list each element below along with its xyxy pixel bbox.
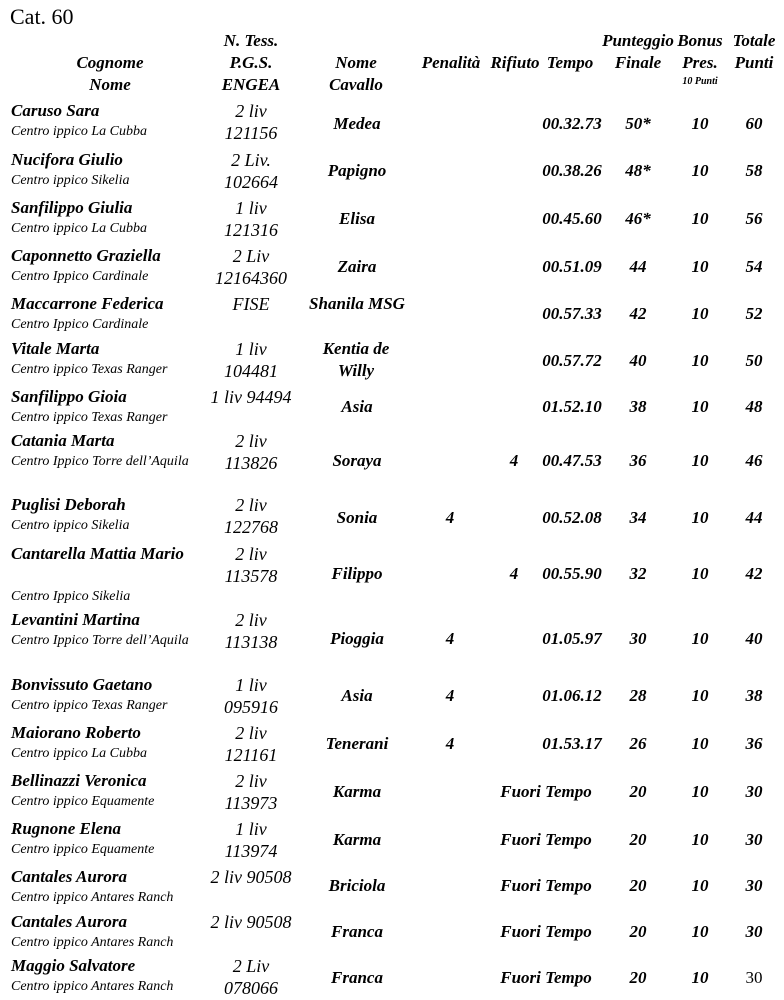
rider-name: Nucifora Giulio [11, 150, 123, 169]
header-tempo: Tempo [546, 53, 594, 72]
time-value: 00.55.90 [542, 564, 602, 583]
header-cognome: Cognome [76, 53, 144, 72]
horse-name: Asia [341, 397, 373, 416]
rider-name: Vitale Marta [11, 339, 100, 358]
total-points: 58 [745, 161, 763, 180]
riding-center: Centro ippico Sikelia [11, 173, 130, 188]
time-value: 01.53.17 [542, 734, 602, 753]
final-score: 28 [629, 686, 647, 705]
riding-center: Centro Ippico Torre dell’Aquila [11, 633, 189, 648]
refusal-value: 4 [509, 451, 519, 470]
rider-name: Puglisi Deborah [11, 495, 126, 514]
time-value: 00.47.53 [542, 451, 602, 470]
bonus-points: 10 [691, 508, 709, 527]
horse-name: Filippo [331, 564, 383, 583]
horse-name: Karma [332, 830, 382, 849]
bonus-points: 10 [691, 734, 709, 753]
time-value: 01.05.97 [542, 629, 602, 648]
horse-name: Asia [341, 686, 373, 705]
membership-level: FISE [232, 294, 270, 314]
final-score: 20 [629, 830, 647, 849]
total-points: 30 [745, 876, 763, 895]
header-rifiuto: Rifiuto [490, 53, 540, 72]
final-score: 20 [629, 922, 647, 941]
final-score: 34 [629, 508, 647, 527]
horse-name: Karma [332, 782, 382, 801]
final-score: 40 [629, 351, 647, 370]
horse-name: Pioggia [330, 629, 384, 648]
out-of-time-label: Fuori Tempo [500, 876, 592, 895]
bonus-points: 10 [691, 451, 709, 470]
bonus-points: 10 [691, 922, 709, 941]
total-points: 30 [745, 830, 763, 849]
riding-center: Centro ippico Equamente [11, 794, 155, 809]
bonus-points: 10 [691, 161, 709, 180]
membership-level: 1 liv [235, 198, 267, 218]
total-points: 30 [745, 968, 763, 987]
membership-number: 12164360 [215, 268, 287, 288]
membership-level: 1 liv [235, 339, 267, 359]
bonus-points: 10 [691, 564, 709, 583]
time-value: 00.57.33 [542, 304, 602, 323]
out-of-time-label: Fuori Tempo [500, 968, 592, 987]
out-of-time-label: Fuori Tempo [500, 922, 592, 941]
riding-center: Centro Ippico Cardinale [11, 269, 149, 284]
total-points: 48 [745, 397, 763, 416]
final-score: 42 [629, 304, 647, 323]
time-value: 00.32.73 [542, 114, 602, 133]
time-value: 00.38.26 [542, 161, 602, 180]
penalty-value: 4 [445, 508, 455, 527]
total-points: 50 [745, 351, 763, 370]
membership-level: 1 liv [235, 675, 267, 695]
riding-center: Centro ippico Texas Ranger [11, 698, 168, 713]
bonus-points: 10 [691, 629, 709, 648]
rider-name: Maccarrone Federica [11, 294, 164, 313]
bonus-points: 10 [691, 209, 709, 228]
total-points: 54 [745, 257, 763, 276]
penalty-value: 4 [445, 629, 455, 648]
refusal-value: 4 [509, 564, 519, 583]
header-ntess: N. Tess. [223, 31, 279, 50]
horse-name: Soraya [332, 451, 382, 470]
bonus-points: 10 [691, 351, 709, 370]
membership-number: 102664 [224, 172, 278, 192]
horse-name: Papigno [327, 161, 387, 180]
riding-center: Centro ippico La Cubba [11, 221, 147, 236]
total-points: 30 [745, 922, 763, 941]
header-nome: Nome [89, 75, 131, 94]
bonus-points: 10 [691, 304, 709, 323]
membership-level: 2 liv [235, 495, 267, 515]
rider-name: Bellinazzi Veronica [11, 771, 147, 790]
total-points: 60 [745, 114, 763, 133]
membership-number: 122768 [224, 517, 278, 537]
membership-level: 2 liv [235, 771, 267, 791]
membership-level: 1 liv 94494 [210, 387, 292, 407]
header-dieci-punti: 10 Punti [682, 76, 718, 87]
rider-name: Cantarella Mattia Mario [11, 544, 184, 563]
time-value: 01.06.12 [542, 686, 602, 705]
riding-center: Centro ippico Texas Ranger [11, 410, 168, 425]
rider-name: Rugnone Elena [11, 819, 122, 838]
riding-center: Centro ippico La Cubba [11, 124, 147, 139]
final-score: 38 [629, 397, 647, 416]
riding-center: Centro Ippico Torre dell’Aquila [11, 454, 189, 469]
final-score: 20 [629, 876, 647, 895]
rider-name: Maiorano Roberto [11, 723, 141, 742]
horse-name: Zaira [337, 257, 377, 276]
penalty-value: 4 [445, 734, 455, 753]
final-score: 32 [629, 564, 647, 583]
bonus-points: 10 [691, 686, 709, 705]
membership-level: 2 Liv [232, 246, 270, 266]
rider-name: Maggio Salvatore [11, 956, 136, 975]
membership-level: 2 liv [235, 723, 267, 743]
membership-level: 2 liv 90508 [210, 912, 292, 932]
final-score: 50* [625, 114, 651, 133]
final-score: 46* [625, 209, 651, 228]
header-cavallo: Cavallo [329, 75, 383, 94]
rider-name: Sanfilippo Giulia [11, 198, 133, 217]
riding-center: Centro Ippico Cardinale [11, 317, 149, 332]
header-pres: Pres. [682, 53, 718, 72]
rider-name: Cantales Aurora [11, 867, 128, 886]
riding-center: Centro ippico Antares Ranch [11, 979, 174, 994]
total-points: 42 [745, 564, 763, 583]
time-value: 00.52.08 [542, 508, 602, 527]
membership-level: 2 liv [235, 544, 267, 564]
final-score: 44 [629, 257, 647, 276]
horse-name: Franca [331, 922, 383, 941]
membership-number: 095916 [224, 697, 278, 717]
header-nome-cavallo: Nome [335, 53, 377, 72]
header-punteggio: Punteggio [602, 31, 674, 50]
bonus-points: 10 [691, 114, 709, 133]
membership-level: 2 Liv. [231, 150, 271, 170]
penalty-value: 4 [445, 686, 455, 705]
rider-name: Caruso Sara [11, 101, 100, 120]
total-points: 52 [745, 304, 763, 323]
final-score: 48* [625, 161, 651, 180]
total-points: 56 [745, 209, 763, 228]
rider-name: Sanfilippo Gioia [11, 387, 127, 406]
header-pgs: P.G.S. [229, 53, 273, 72]
riding-center: Centro ippico Sikelia [11, 518, 130, 533]
horse-name: Kentia de Willy [322, 339, 390, 380]
horse-name: Medea [333, 114, 381, 133]
rider-name: Bonvissuto Gaetano [11, 675, 153, 694]
membership-level: 2 liv 90508 [210, 867, 292, 887]
membership-level: 2 liv [235, 101, 267, 121]
riding-center: Centro ippico Antares Ranch [11, 935, 174, 950]
membership-number: 113826 [224, 453, 278, 473]
bonus-points: 10 [691, 876, 709, 895]
bonus-points: 10 [691, 397, 709, 416]
total-points: 30 [745, 782, 763, 801]
header-engea: ENGEA [221, 75, 281, 94]
membership-number: 113973 [224, 793, 278, 813]
membership-number: 078066 [224, 978, 278, 998]
out-of-time-label: Fuori Tempo [500, 830, 592, 849]
membership-level: 2 liv [235, 431, 267, 451]
riding-center: Centro Ippico Sikelia [11, 589, 131, 604]
final-score: 36 [629, 451, 647, 470]
time-value: 00.51.09 [542, 257, 602, 276]
bonus-points: 10 [691, 830, 709, 849]
total-points: 44 [745, 508, 763, 527]
time-value: 00.57.72 [542, 351, 602, 370]
riding-center: Centro ippico Antares Ranch [11, 890, 174, 905]
bonus-points: 10 [691, 968, 709, 987]
final-score: 26 [629, 734, 647, 753]
membership-number: 121161 [224, 745, 278, 765]
bonus-points: 10 [691, 782, 709, 801]
membership-level: 1 liv [235, 819, 267, 839]
header-bonus: Bonus [677, 31, 723, 50]
membership-number: 113138 [224, 632, 278, 652]
rider-name: Catania Marta [11, 431, 115, 450]
membership-number: 113578 [224, 566, 278, 586]
final-score: 20 [629, 968, 647, 987]
riding-center: Centro ippico La Cubba [11, 746, 147, 761]
rider-name: Cantales Aurora [11, 912, 128, 931]
category-title: Cat. 60 [10, 4, 74, 29]
membership-number: 121156 [224, 123, 278, 143]
out-of-time-label: Fuori Tempo [500, 782, 592, 801]
total-points: 36 [745, 734, 763, 753]
total-points: 46 [745, 451, 763, 470]
membership-number: 113974 [224, 841, 278, 861]
horse-name: Briciola [328, 876, 386, 895]
horse-name: Elisa [339, 209, 375, 228]
header-totale: Totale [732, 31, 776, 50]
header-finale: Finale [614, 53, 662, 72]
membership-number: 104481 [224, 361, 278, 381]
final-score: 30 [629, 629, 647, 648]
riding-center: Centro ippico Equamente [11, 842, 155, 857]
horse-name: Franca [331, 968, 383, 987]
header-punti: Punti [734, 53, 774, 72]
time-value: 01.52.10 [542, 397, 602, 416]
total-points: 38 [745, 686, 763, 705]
total-points: 40 [745, 629, 763, 648]
horse-name: Shanila MSG [309, 294, 405, 313]
rider-name: Caponnetto Graziella [11, 246, 161, 265]
final-score: 20 [629, 782, 647, 801]
header-penalita: Penalità [421, 53, 481, 72]
rider-name: Levantini Martina [11, 610, 140, 629]
horse-name: Sonia [336, 508, 378, 527]
bonus-points: 10 [691, 257, 709, 276]
riding-center: Centro ippico Texas Ranger [11, 362, 168, 377]
membership-number: 121316 [224, 220, 278, 240]
time-value: 00.45.60 [542, 209, 602, 228]
horse-name: Tenerani [325, 734, 389, 753]
membership-level: 2 Liv [232, 956, 270, 976]
membership-level: 2 liv [235, 610, 267, 630]
